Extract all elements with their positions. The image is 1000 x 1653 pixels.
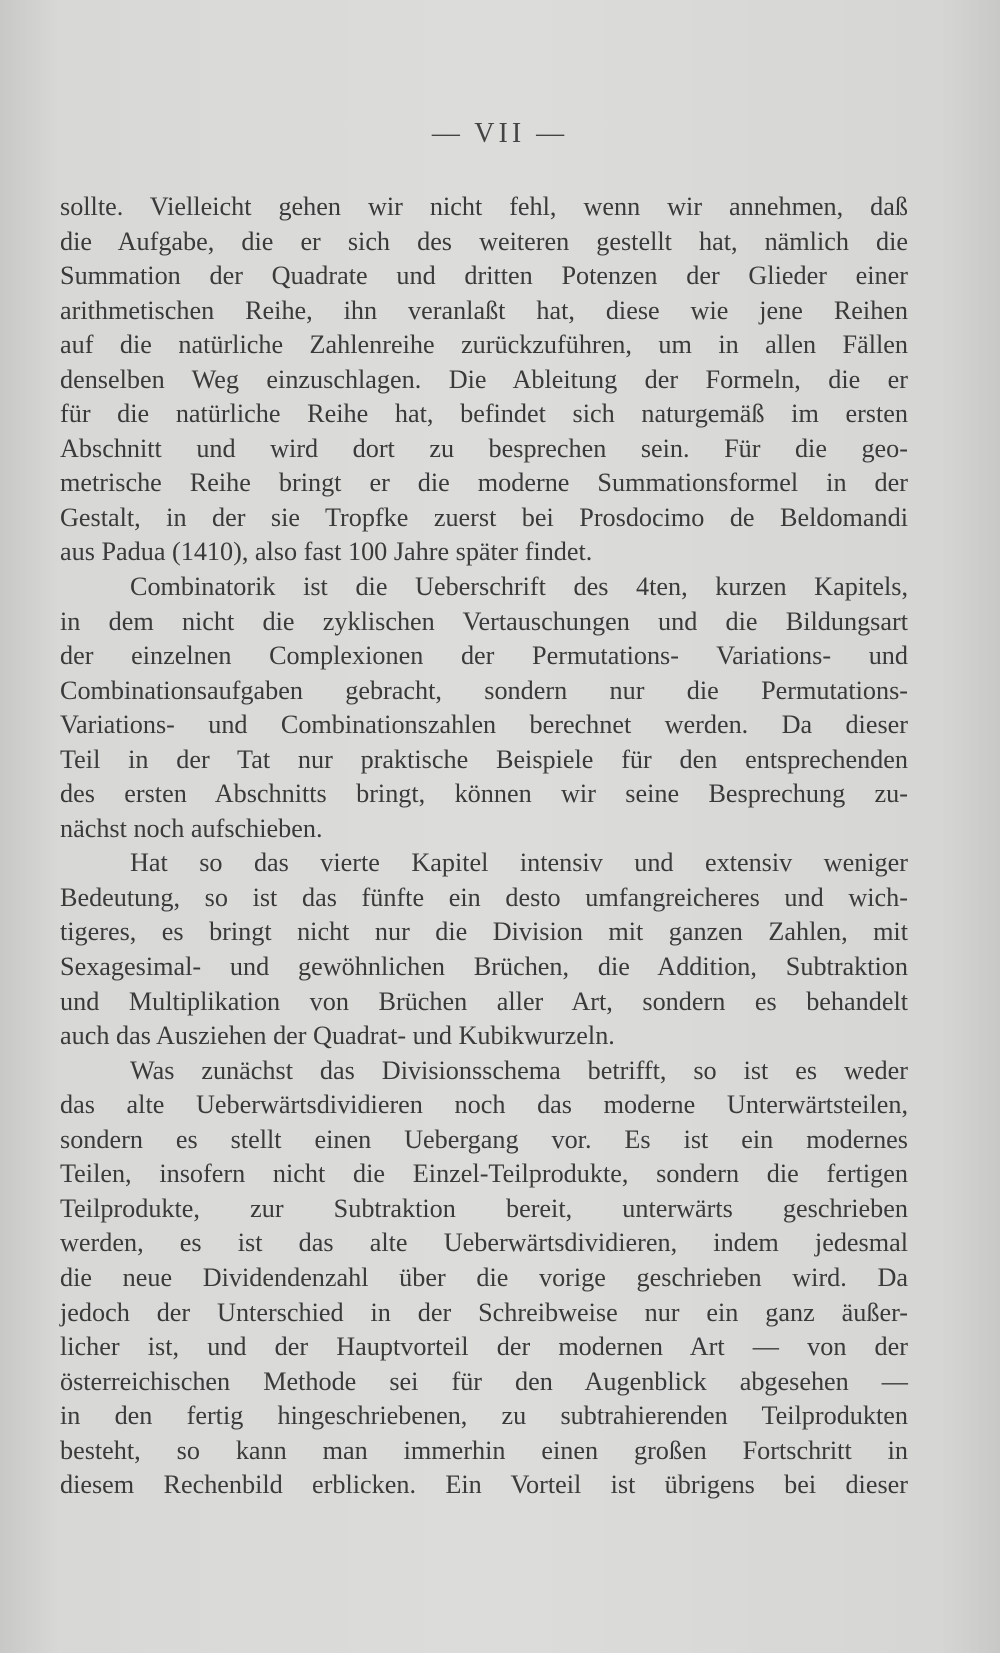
text-line: sollte. Vielleicht gehen wir nicht fehl, wenn wir annehmen, daß bbox=[60, 192, 908, 221]
text-line: Variations- und Combinationszahlen berechnet werden. Da dieser bbox=[60, 710, 908, 740]
text-line: Combinationsaufgaben gebracht, sondern nur die Permutations- bbox=[60, 675, 908, 705]
text-line: die neue Dividendenzahl über die vorige geschrieben wird. Da bbox=[60, 1262, 908, 1292]
text-line: Hat so das vierte Kapitel intensiv und extensiv weniger bbox=[130, 848, 908, 878]
text-line: Summation der Quadrate und dritten Potenzen der Glieder einer bbox=[60, 261, 908, 291]
text-line: in dem nicht die zyklischen Vertauschungen und die Bildungsart bbox=[60, 606, 908, 636]
text-line: aus Padua (1410), also fast 100 Jahre später findet. bbox=[60, 537, 593, 567]
text-line: Combinatorik ist die Ueberschrift des 4ten, kurzen Kapitels, bbox=[130, 572, 908, 602]
text-line: arithmetischen Reihe, ihn veranlaßt hat, diese wie jene Reihen bbox=[60, 295, 908, 325]
text-line: in den fertig hingeschriebenen, zu subtrahierenden Teilprodukten bbox=[60, 1401, 908, 1431]
body-text bbox=[60, 190, 908, 1503]
text-line: Was zunächst das Divisionsschema betrifft, so ist es weder bbox=[130, 1055, 908, 1085]
text-line: Gestalt, in der sie Tropfke zuerst bei Prosdocimo de Beldomandi bbox=[60, 502, 908, 532]
text-line: Teil in der Tat nur praktische Beispiele für den entsprechenden bbox=[60, 744, 908, 774]
text-line: Teilprodukte, zur Subtraktion bereit, unterwärts geschrieben bbox=[60, 1193, 908, 1223]
paragraph-2 bbox=[60, 570, 908, 846]
text-line: nächst noch aufschieben. bbox=[60, 813, 323, 843]
paragraph-3 bbox=[60, 846, 908, 1053]
text-line: Bedeutung, so ist das fünfte ein desto umfangreicheres und wich- bbox=[60, 882, 908, 912]
text-line: auf die natürliche Zahlenreihe zurückzuführen, um in allen Fällen bbox=[60, 330, 908, 360]
text-line: und Multiplikation von Brüchen aller Art, sondern es behandelt bbox=[60, 986, 908, 1016]
text-line: tigeres, es bringt nicht nur die Division mit ganzen Zahlen, mit bbox=[60, 917, 908, 947]
text-line: für die natürliche Reihe hat, befindet sich naturgemäß im ersten bbox=[60, 399, 908, 429]
text-line: sondern es stellt einen Uebergang vor. Es ist ein modernes bbox=[60, 1124, 908, 1154]
text-line: werden, es ist das alte Ueberwärtsdividieren, indem jedesmal bbox=[60, 1228, 908, 1258]
text-line: Sexagesimal- und gewöhnlichen Brüchen, die Addition, Subtraktion bbox=[60, 952, 908, 982]
text-line: metrische Reihe bringt er die moderne Summationsformel in der bbox=[60, 468, 908, 498]
text-line: Abschnitt und wird dort zu besprechen sein. Für die geo- bbox=[60, 433, 908, 463]
text-line: jedoch der Unterschied in der Schreibweise nur ein ganz äußer- bbox=[60, 1297, 908, 1327]
text-line: das alte Ueberwärtsdividieren noch das moderne Unterwärtsteilen, bbox=[60, 1090, 908, 1120]
paragraph-4 bbox=[60, 1054, 908, 1503]
text-line: licher ist, und der Hauptvorteil der modernen Art — von der bbox=[60, 1332, 908, 1362]
text-line: auch das Ausziehen der Quadrat- und Kubikwurzeln. bbox=[60, 1021, 615, 1051]
page-number: — VII — bbox=[431, 118, 569, 149]
text-line: Teilen, insofern nicht die Einzel-Teilprodukte, sondern die fertigen bbox=[60, 1159, 908, 1189]
text-line: besteht, so kann man immerhin einen großen Fortschritt in bbox=[60, 1435, 908, 1465]
text-line: des ersten Abschnitts bringt, können wir seine Besprechung zu- bbox=[60, 779, 908, 809]
text-line: diesem Rechenbild erblicken. Ein Vorteil ist übrigens bei dieser bbox=[60, 1470, 908, 1500]
text-line: der einzelnen Complexionen der Permutations- Variations- und bbox=[60, 641, 908, 671]
text-line: denselben Weg einzuschlagen. Die Ableitung der Formeln, die er bbox=[60, 364, 908, 394]
text-line: die Aufgabe, die er sich des weiteren gestellt hat, nämlich die bbox=[60, 226, 908, 256]
text-line: österreichischen Methode sei für den Augenblick abgesehen — bbox=[60, 1366, 908, 1396]
paragraph-1 bbox=[60, 190, 908, 570]
